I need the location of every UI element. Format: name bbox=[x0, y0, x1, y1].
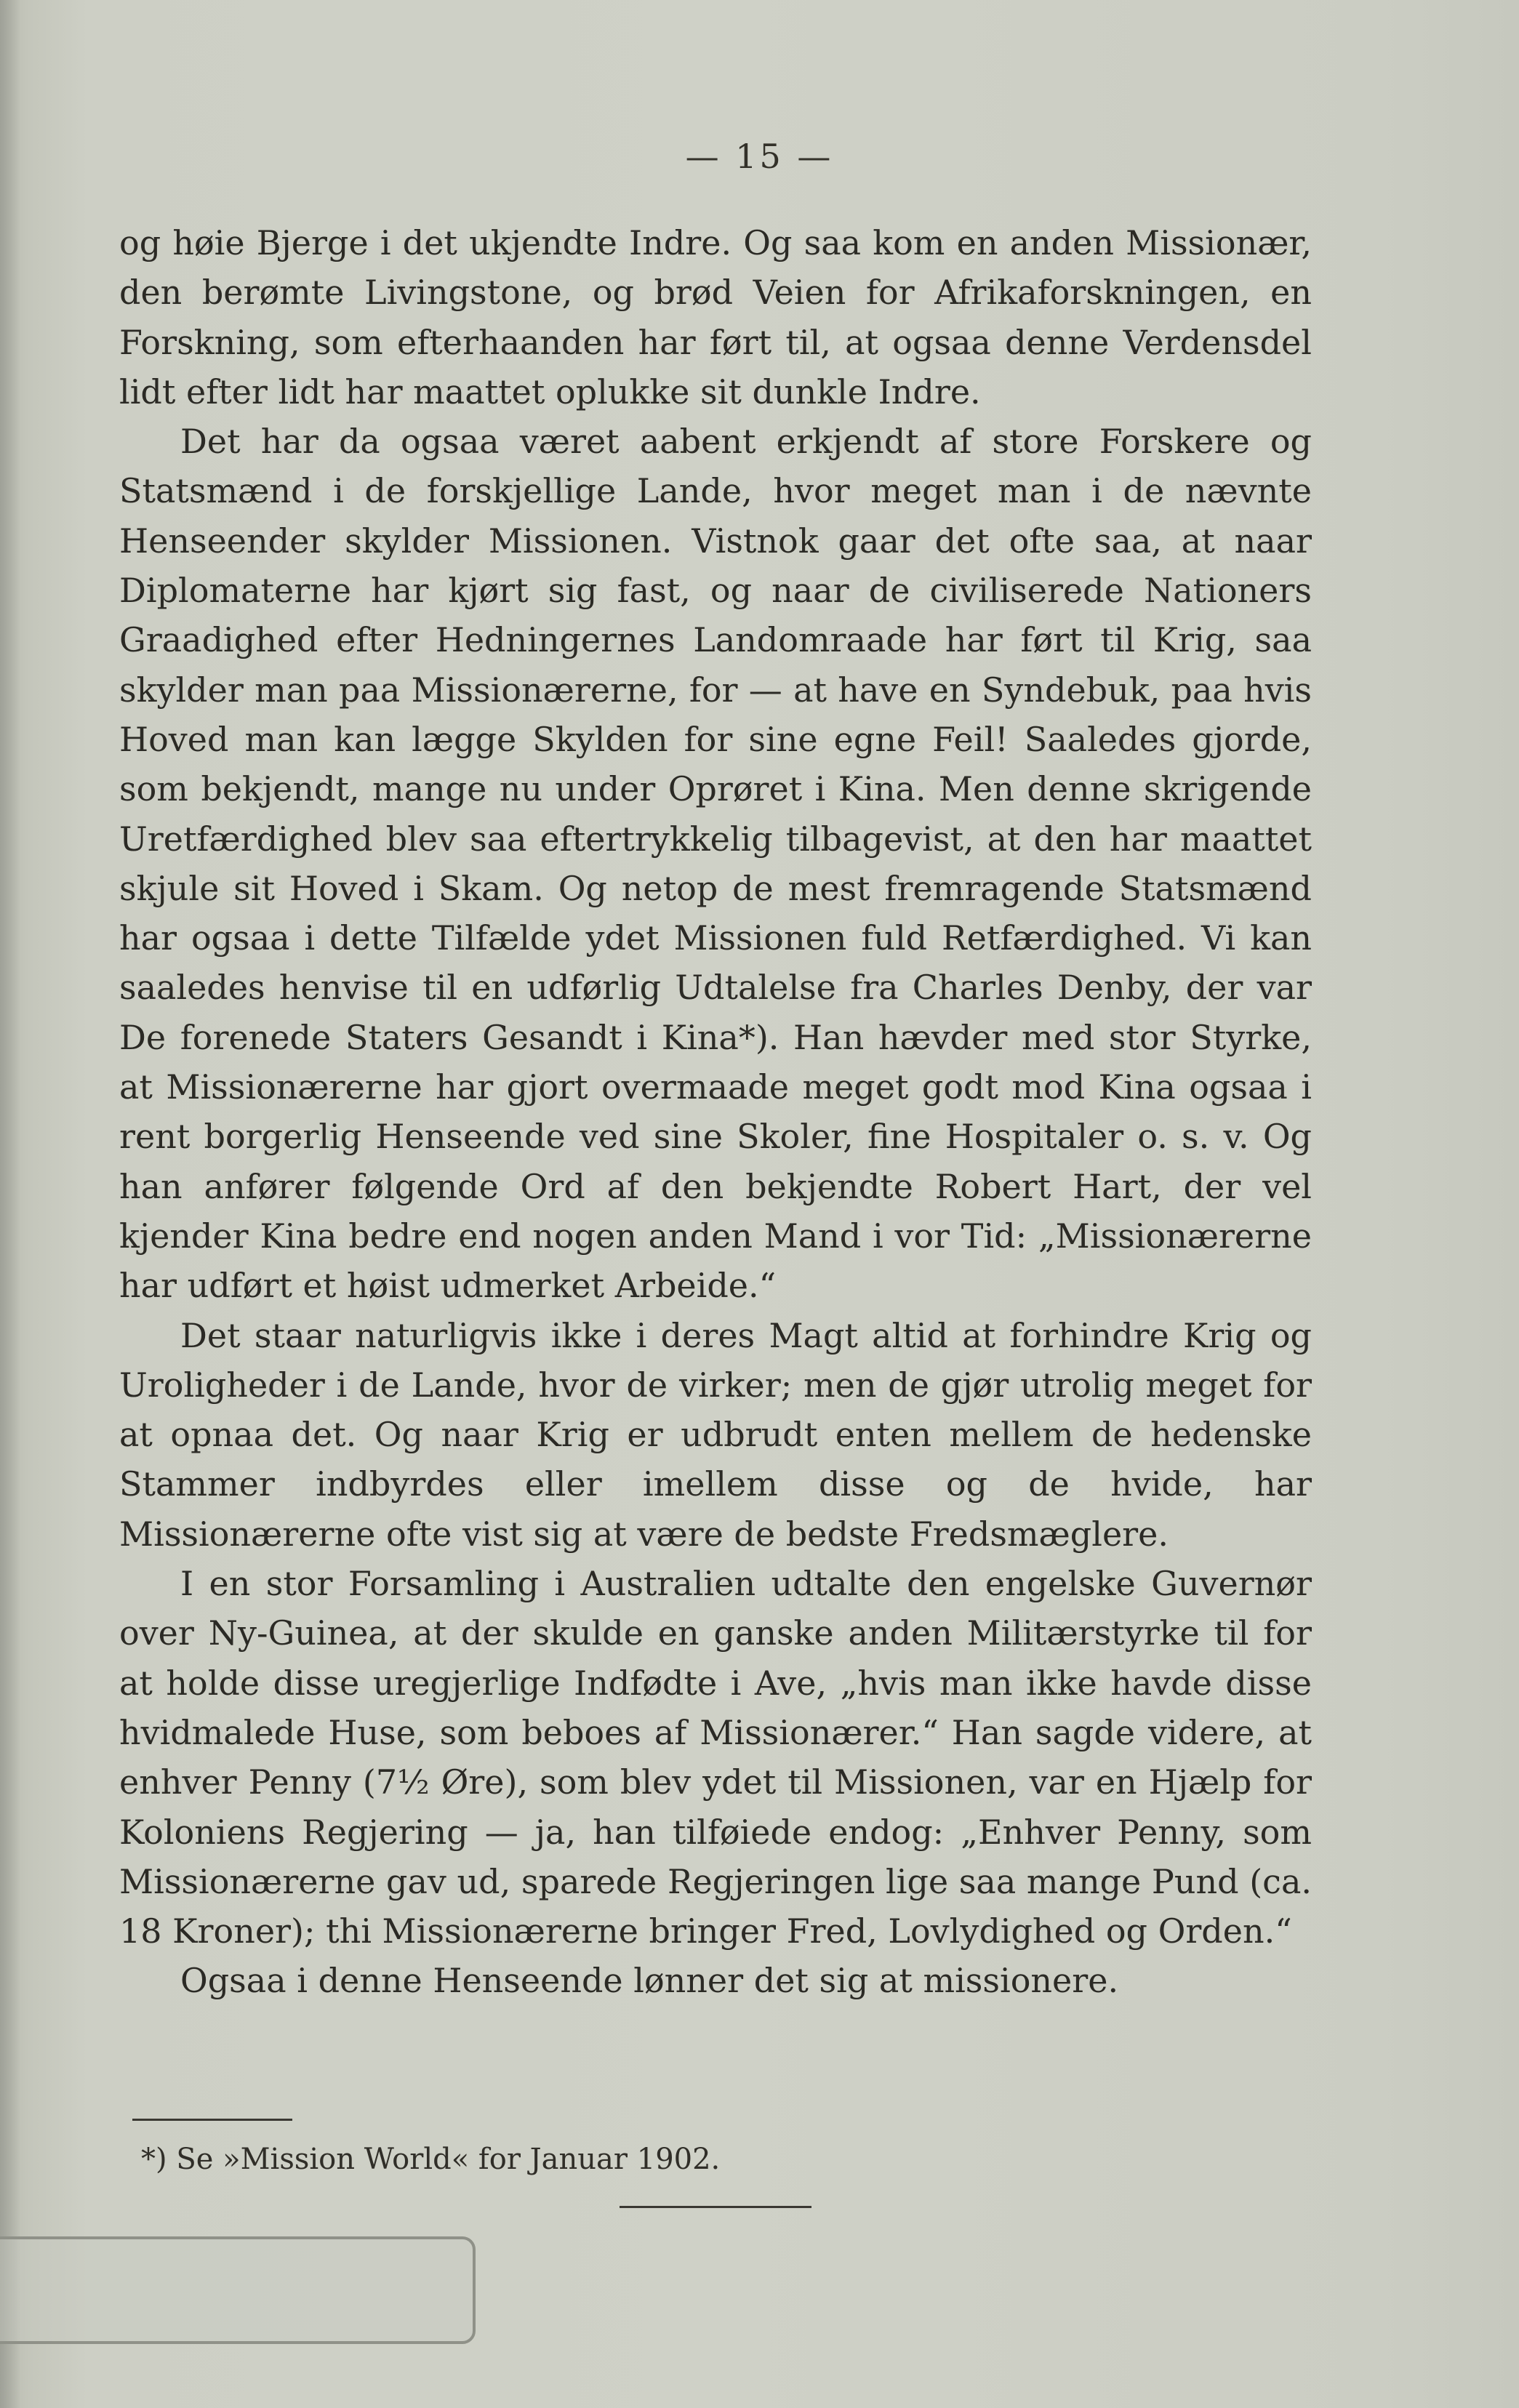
page-number: — 15 — bbox=[685, 137, 834, 176]
paragraph-4: I en stor Forsamling i Australien udtalte den engelske Guvernør over Ny-Guinea, at der skulde en ganske anden Militærstyrke til for at holde disse uregjerlige Indfødte i Ave, „hvis man ikke havde disse hvidmalede Huse, som beboes af Missionærer.“ Han sagde videre, at enhver Penny (7½ Øre), som blev ydet til Missionen, var en Hjælp for Koloniens Regjering — ja, han tilføiede endog: „Enhver Penny, som Missionærerne gav ud, sparede Regjeringen lige saa mange Pund (ca. 18 Kroner); thi Missionærerne bringer Fred, Lovlydighed og Orden.“ bbox=[119, 1564, 1312, 1951]
footnote: *) Se »Mission World« for Januar 1902. bbox=[141, 2143, 721, 2176]
library-label-outline bbox=[0, 2236, 476, 2344]
paragraph-1: og høie Bjerge i det ukjendte Indre. Og saa kom en anden Missionær, den berømte Livingstone, og brød Veien for Afrikaforskningen, en Forskning, som efterhaanden har ført til, at ogsaa denne Verdensdel lidt efter lidt har maattet oplukke sit dunkle Indre. bbox=[119, 223, 1312, 412]
paragraph-3: Det staar naturligvis ikke i deres Magt altid at forhindre Krig og Uroligheder i de Lande, hvor de virker; men de gjør utrolig meget for at opnaa det. Og naar Krig er udbrudt enten mellem de hedenske Stammer indbyrdes eller imellem disse og de hvide, har Missionærerne ofte vist sig at være de bedste Fredsmæglere. bbox=[119, 1315, 1312, 1554]
end-divider bbox=[620, 2206, 811, 2208]
paragraph-2: Det har da ogsaa været aabent erkjendt af store Forskere og Statsmænd i de forskjellige Lande, hvor meget man i de nævnte Henseender skylder Missionen. Vistnok gaar det ofte saa, at naar Diplomaterne har kjørt sig fast, og naar de civiliserede Nationers Graadighed efter Hedningernes Landomraade har ført til Krig, saa skylder man paa Missionærerne, for — at have en Syndebuk, paa hvis Hoved man kan lægge Skylden for sine egne Feil! Saaledes gjorde, som bekjendt, mange nu under Oprøret i Kina. Men denne skrigende Uretfærdighed blev saa eftertrykkelig tilbagevist, at den har maattet skjule sit Hoved i Skam. Og netop de mest fremragende Statsmænd har ogsaa i dette Tilfælde ydet Missionen fuld Retfærdighed. Vi kan saaledes henvise til en udførlig Udtalelse fra Charles Denby, der var De forenede Staters Gesandt i Kina*). Han hævder med stor Styrke, at Missionærerne har gjort overmaade meget godt mod Kina ogsaa i rent borgerlig Henseende ved sine Skoler, fine Hospitaler o. s. v. Og han anfører følgende Ord af den bekjendte Robert Hart, der vel kjender Kina bedre end nogen anden Mand i vor Tid: „Missionærerne har udført et høist udmerket Arbeide.“ bbox=[119, 422, 1312, 1306]
body-text bbox=[119, 218, 1312, 2006]
binding-shadow bbox=[0, 0, 20, 2408]
footnote-divider bbox=[132, 2119, 292, 2121]
paragraph-5: Ogsaa i denne Henseende lønner det sig at missionere. bbox=[180, 1961, 1119, 2001]
